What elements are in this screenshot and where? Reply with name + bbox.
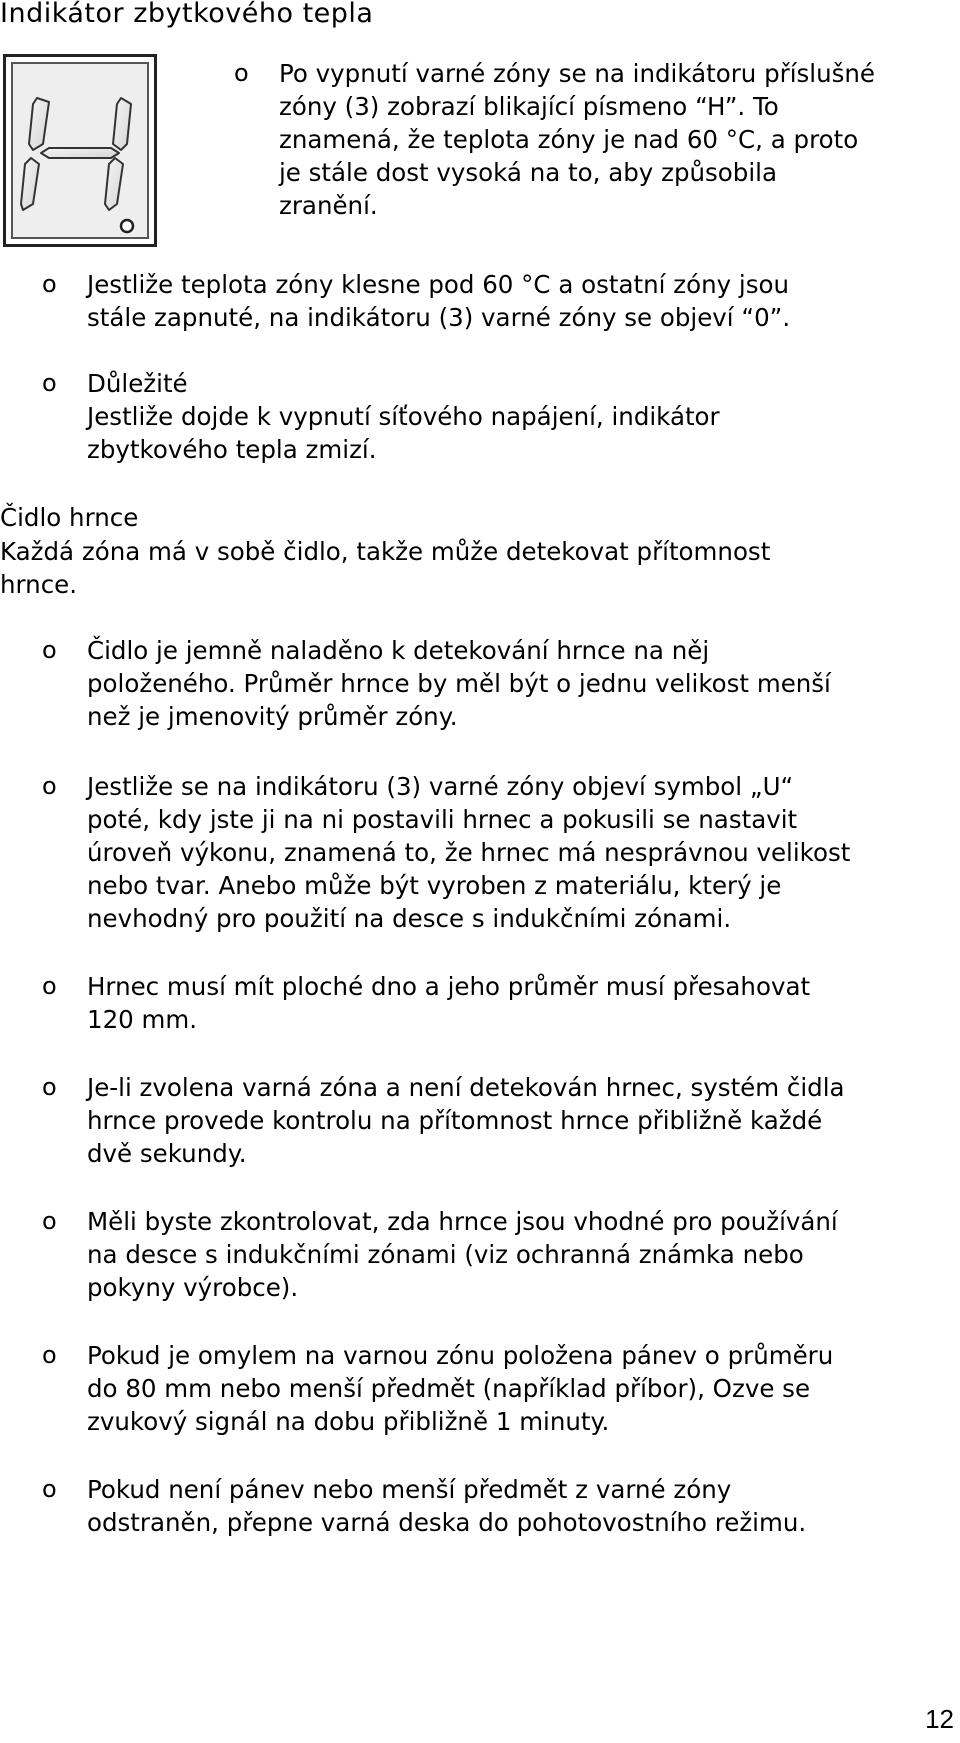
list-item: Jestliže se na indikátoru (3) varné zóny objeví symbol „U“ poté, kdy jste ji na ni postavili hrnec a pokusili se nastavit úroveň výkonu, znamená to, že hrnec má nesprávnou velikost nebo tvar. Anebo může být vyroben z materiálu, který je nevhodný pro použití na desce s indukčními zónami. — [87, 772, 851, 933]
list-bullet: o — [42, 972, 57, 1000]
seven-segment-h-icon — [3, 54, 157, 247]
list-bullet: o — [42, 636, 57, 664]
list-item: Pokud není pánev nebo menší předmět z varné zóny odstraněn, přepne varná deska do pohotovostního režimu. — [87, 1475, 807, 1537]
list-bullet: o — [42, 1341, 57, 1369]
section-title: Čidlo hrnce — [0, 503, 139, 532]
list-bullet: o — [42, 1073, 57, 1101]
list-item: Po vypnutí varné zóny se na indikátoru příslušné zóny (3) zobrazí blikající písmeno “H”. To znamená, že teplota zóny je nad 60 °C, a proto je stále dost vysoká na to, aby způsobila zranění. — [279, 59, 875, 220]
list-item: Důležité Jestliže dojde k vypnutí síťového napájení, indikátor zbytkového tepla zmizí. — [87, 369, 720, 464]
list-item: Čidlo je jemně naladěno k detekování hrnce na něj položeného. Průměr hrnce by měl být o jednu velikost menší než je jmenovitý průměr zóny. — [87, 636, 831, 731]
important-label: Důležité — [87, 369, 188, 398]
list-item: Měli byste zkontrolovat, zda hrnce jsou vhodné pro používání na desce s indukčními zónami (viz ochranná známka nebo pokyny výrobce). — [87, 1207, 838, 1302]
list-bullet: o — [42, 369, 57, 397]
page-heading: Indikátor zbytkového tepla — [0, 0, 374, 29]
list-bullet: o — [42, 270, 57, 298]
list-item: Pokud je omylem na varnou zónu položena pánev o průměru do 80 mm nebo menší předmět (například příbor), Ozve se zvukový signál na dobu přibližně 1 minuty. — [87, 1341, 834, 1436]
list-bullet: o — [42, 1475, 57, 1503]
list-item: Hrnec musí mít ploché dno a jeho průměr musí přesahovat 120 mm. — [87, 972, 811, 1034]
list-item: Jestliže teplota zóny klesne pod 60 °C a ostatní zóny jsou stále zapnuté, na indikátoru (3) varné zóny se objeví “0”. — [87, 270, 791, 332]
list-bullet: o — [42, 1207, 57, 1235]
list-bullet: o — [234, 59, 249, 87]
list-bullet: o — [42, 772, 57, 800]
list-item: Je-li zvolena varná zóna a není detekován hrnec, systém čidla hrnce provede kontrolu na přítomnost hrnce přibližně každé dvě sekundy. — [87, 1073, 845, 1168]
page-number: 12 — [925, 1704, 954, 1734]
section-intro: Každá zóna má v sobě čidlo, takže může detekovat přítomnost hrnce. — [0, 537, 771, 599]
